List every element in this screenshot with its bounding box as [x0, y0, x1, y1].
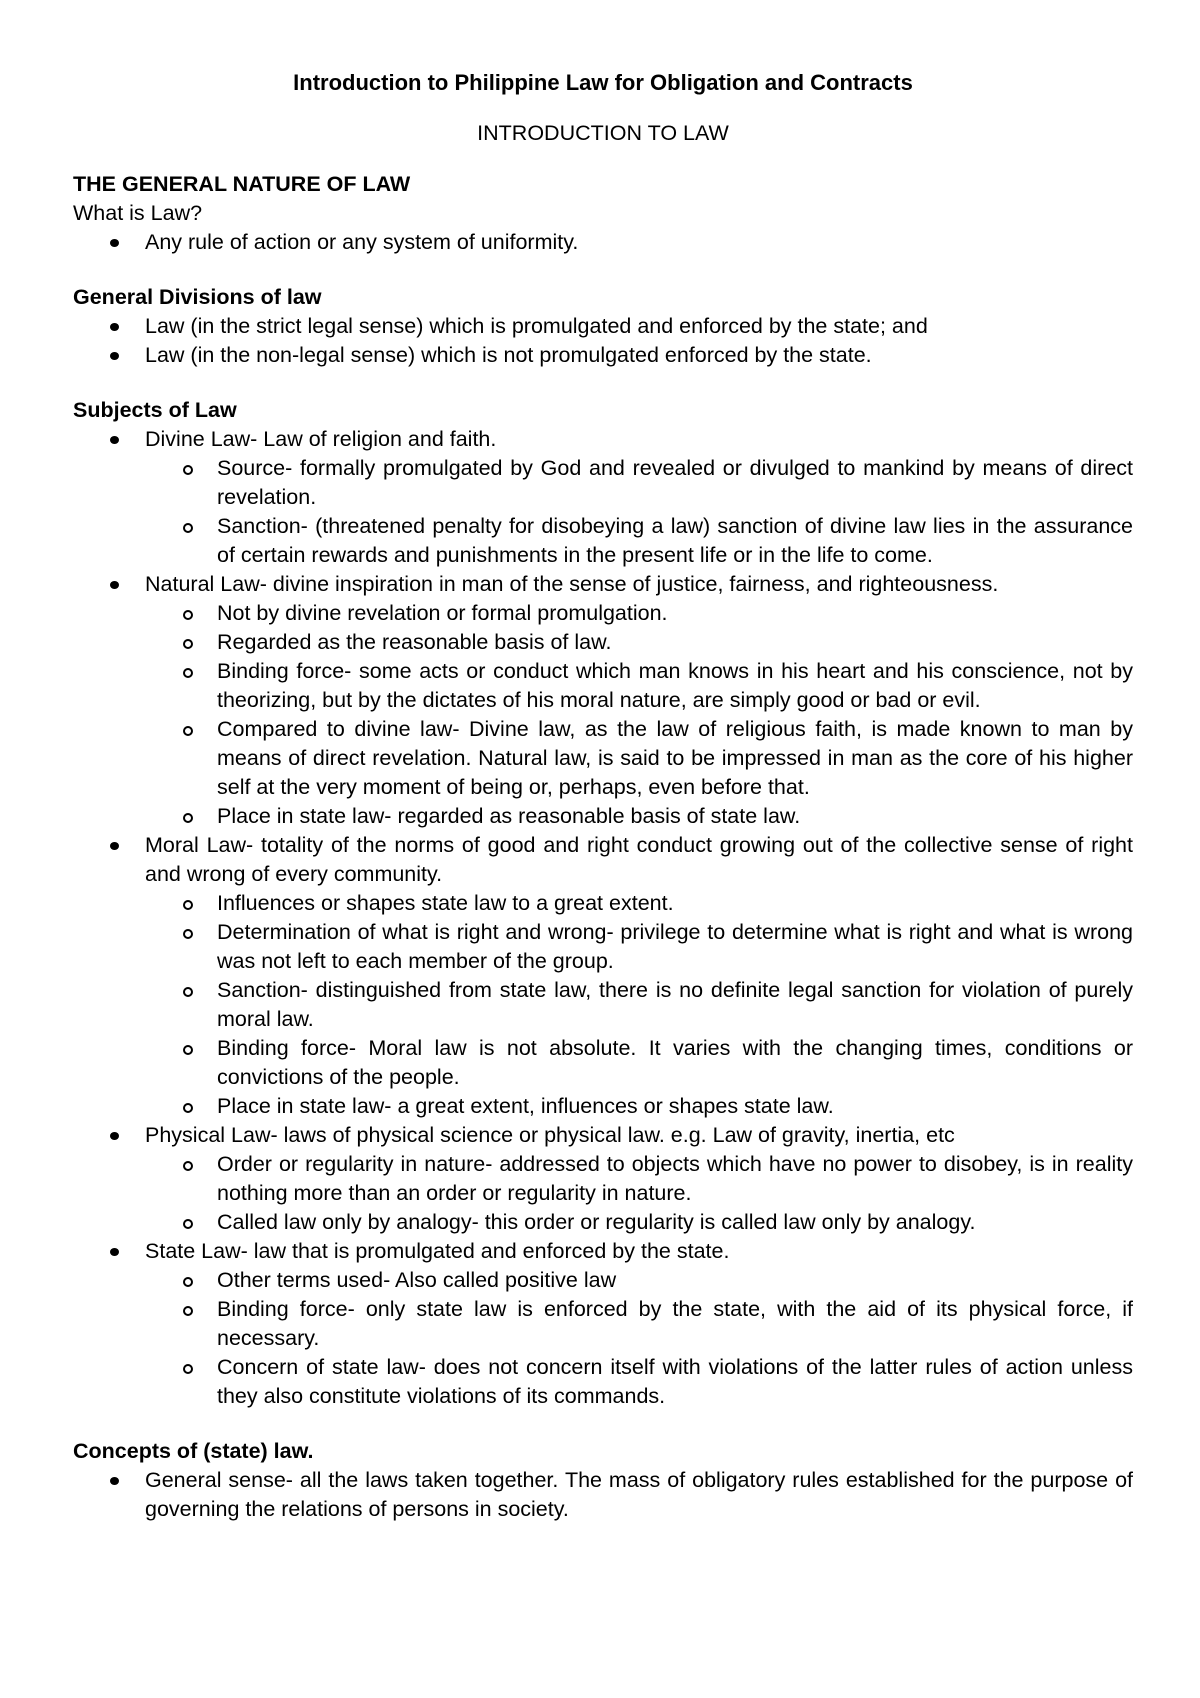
- sub-bullet-list: [145, 1266, 1133, 1411]
- hollow-bullet-icon: [183, 1364, 193, 1374]
- bullet-icon: [110, 1248, 119, 1256]
- sub-list-item: [217, 512, 1133, 570]
- sub-list-item-text: Binding force- some acts or conduct which man knows in his heart and his conscience, not by theorizing, but by the dictates of his moral nature, are simply good or bad or evil.: [217, 659, 1133, 712]
- hollow-bullet-icon: [183, 1219, 193, 1229]
- hollow-bullet-icon: [183, 1277, 193, 1287]
- bullet-icon: [110, 1477, 119, 1485]
- sub-list-item-text: Place in state law- a great extent, influences or shapes state law.: [217, 1094, 834, 1118]
- bullet-icon: [110, 842, 119, 850]
- list-item: [73, 425, 1133, 570]
- bullet-icon: [110, 436, 119, 444]
- section-heading: General Divisions of law: [73, 285, 322, 309]
- sub-list-item-text: Sanction- (threatened penalty for disobeying a law) sanction of divine law lies in the assurance of certain rewards and punishments in the present life or in the life to come.: [217, 514, 1133, 567]
- hollow-bullet-icon: [183, 610, 193, 620]
- bullet-list: [73, 1466, 1133, 1524]
- bullet-list: [73, 228, 1133, 257]
- sub-list-item-text: Determination of what is right and wrong- privilege to determine what is right and what is wrong was not left to each member of the group.: [217, 920, 1133, 973]
- section-gap: [73, 257, 1133, 283]
- sub-bullet-list: [145, 1150, 1133, 1237]
- list-item-text: Natural Law- divine inspiration in man of the sense of justice, fairness, and righteousness.: [145, 572, 999, 596]
- sub-list-item-text: Called law only by analogy- this order or regularity is called law only by analogy.: [217, 1210, 976, 1234]
- sub-list-item: [217, 976, 1133, 1034]
- sub-list-item: [217, 1208, 1133, 1237]
- list-item-text: Moral Law- totality of the norms of good and right conduct growing out of the collective sense of right and wrong of every community.: [145, 833, 1133, 886]
- hollow-bullet-icon: [183, 1161, 193, 1171]
- bullet-icon: [110, 239, 119, 247]
- sub-list-item-text: Source- formally promulgated by God and revealed or divulged to mankind by means of direct revelation.: [217, 456, 1133, 509]
- bullet-icon: [110, 323, 119, 331]
- sub-list-item-text: Not by divine revelation or formal promulgation.: [217, 601, 668, 625]
- sub-list-item: [217, 1295, 1133, 1353]
- sub-list-item: [217, 1150, 1133, 1208]
- hollow-bullet-icon: [183, 987, 193, 997]
- sub-list-item-text: Binding force- only state law is enforced by the state, with the aid of its physical force, if necessary.: [217, 1297, 1133, 1350]
- list-item-text: Divine Law- Law of religion and faith.: [145, 427, 497, 451]
- bullet-icon: [110, 1132, 119, 1140]
- sub-list-item: [217, 1034, 1133, 1092]
- sub-bullet-list: [145, 599, 1133, 831]
- hollow-bullet-icon: [183, 929, 193, 939]
- list-item-text: Law (in the non-legal sense) which is not promulgated enforced by the state.: [145, 343, 872, 367]
- sub-list-item: [217, 715, 1133, 802]
- list-item-text: Law (in the strict legal sense) which is promulgated and enforced by the state; and: [145, 314, 928, 338]
- section-heading: THE GENERAL NATURE OF LAW: [73, 172, 411, 196]
- sub-list-item: [217, 628, 1133, 657]
- sub-list-item: [217, 889, 1133, 918]
- hollow-bullet-icon: [183, 465, 193, 475]
- sub-list-item-text: Order or regularity in nature- addressed to objects which have no power to disobey, is in reality nothing more than an order or regularity in nature.: [217, 1152, 1133, 1205]
- list-item: [73, 1466, 1133, 1524]
- hollow-bullet-icon: [183, 523, 193, 533]
- section-lead: What is Law?: [73, 201, 203, 225]
- sub-list-item: [217, 918, 1133, 976]
- list-item-text: General sense- all the laws taken together. The mass of obligatory rules established for the purpose of governing the relations of persons in society.: [145, 1468, 1133, 1521]
- hollow-bullet-icon: [183, 900, 193, 910]
- hollow-bullet-icon: [183, 639, 193, 649]
- hollow-bullet-icon: [183, 1045, 193, 1055]
- sub-list-item-text: Concern of state law- does not concern itself with violations of the latter rules of action unless they also constitute violations of its commands.: [217, 1355, 1133, 1408]
- sub-list-item: [217, 802, 1133, 831]
- sub-list-item: [217, 454, 1133, 512]
- section-gap: [73, 1411, 1133, 1437]
- list-item-text: Any rule of action or any system of uniformity.: [145, 230, 579, 254]
- section-heading: Concepts of (state) law.: [73, 1439, 314, 1463]
- document-subtitle: INTRODUCTION TO LAW: [477, 121, 729, 145]
- sub-list-item-text: Compared to divine law- Divine law, as the law of religious faith, is made known to man by means of direct revelation. Natural law, is said to be impressed in man as the core of his higher self at the very moment of being or, perhaps, even before that.: [217, 717, 1133, 799]
- list-item: [73, 1237, 1133, 1411]
- hollow-bullet-icon: [183, 668, 193, 678]
- sub-list-item: [217, 1353, 1133, 1411]
- sub-list-item: [217, 1092, 1133, 1121]
- sub-bullet-list: [145, 889, 1133, 1121]
- sub-list-item: [217, 657, 1133, 715]
- hollow-bullet-icon: [183, 726, 193, 736]
- hollow-bullet-icon: [183, 1306, 193, 1316]
- sub-list-item-text: Other terms used- Also called positive law: [217, 1268, 617, 1292]
- sub-list-item-text: Place in state law- regarded as reasonable basis of state law.: [217, 804, 801, 828]
- list-item-text: Physical Law- laws of physical science or physical law. e.g. Law of gravity, inertia, etc: [145, 1123, 955, 1147]
- bullet-icon: [110, 581, 119, 589]
- hollow-bullet-icon: [183, 813, 193, 823]
- list-item: [73, 831, 1133, 1121]
- sub-bullet-list: [145, 454, 1133, 570]
- list-item: [73, 1121, 1133, 1237]
- hollow-bullet-icon: [183, 1103, 193, 1113]
- sub-list-item-text: Sanction- distinguished from state law, there is no definite legal sanction for violation of purely moral law.: [217, 978, 1133, 1031]
- document-page: [73, 68, 1133, 1524]
- sub-list-item-text: Binding force- Moral law is not absolute. It varies with the changing times, conditions or convictions of the people.: [217, 1036, 1133, 1089]
- list-item: [73, 341, 1133, 370]
- section-heading: Subjects of Law: [73, 398, 237, 422]
- sub-list-item: [217, 1266, 1133, 1295]
- sub-list-item-text: Regarded as the reasonable basis of law.: [217, 630, 612, 654]
- bullet-icon: [110, 352, 119, 360]
- sub-list-item-text: Influences or shapes state law to a great extent.: [217, 891, 674, 915]
- bullet-list: [73, 312, 1133, 370]
- bullet-list: [73, 425, 1133, 1411]
- section-gap: [73, 370, 1133, 396]
- list-item: [73, 570, 1133, 831]
- document-body: [73, 170, 1133, 1524]
- list-item: [73, 312, 1133, 341]
- sub-list-item: [217, 599, 1133, 628]
- list-item-text: State Law- law that is promulgated and enforced by the state.: [145, 1239, 730, 1263]
- document-title: Introduction to Philippine Law for Obligation and Contracts: [293, 70, 913, 95]
- list-item: [73, 228, 1133, 257]
